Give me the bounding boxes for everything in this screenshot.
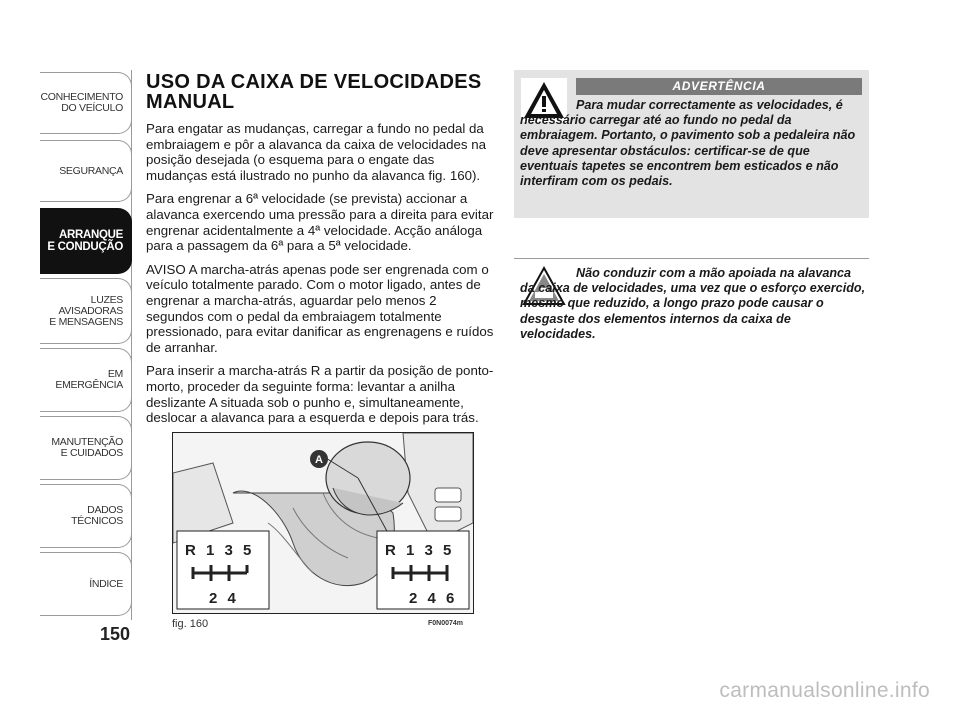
tab-seguranca[interactable] [40,140,132,202]
figure-caption: fig. 160 [172,618,209,630]
tab-label: LUZES [90,293,123,306]
watermark: carmanualsonline.info [719,679,930,702]
tab-manutencao[interactable] [40,416,132,480]
shift-pattern-right-top: R 1 3 5 [385,542,455,559]
paragraph: Para inserir a marcha-atrás R a partir da posição de ponto-morto, proceder da seguinte forma: levantar a anilha deslizante A situada sob o punho e, simultaneamente, deslocar a alavanca para a esquerda e depois para trás. [146,363,494,426]
paragraph: AVISO A marcha-atrás apenas pode ser engrenada com o veículo totalmente parado. Com o motor ligado, antes de engrenar a marcha-atrás, aguardar pelo menos 2 segundos com o pedal da embraiagem totalmente pressionado, para evitar danificar as engrenagens e ruídos de arranhar. [146,261,494,355]
shift-pattern-right-bottom: 2 4 6 [409,590,458,607]
section-body [146,121,496,434]
warning-body: Para mudar correctamente as velocidades, é necessário carregar até ao fundo no pedal da embraiagem. Portanto, o pavimento sob a pedaleira não deve apresentar obstáculos: certificar-se de que eventuais tapetes se encontrem bem esticados e não interfiram com os pedais. [520,98,856,189]
tab-label: EM EMERGÊNCIA [55,368,123,391]
tab-arranque-conducao[interactable] [40,208,132,274]
gear-lever-figure [172,432,474,614]
gear-lever-illustration [173,433,473,613]
tab-indice[interactable] [40,552,132,616]
tab-label: TÉCNICOS [71,515,123,527]
warning-header: ADVERTÊNCIA [576,78,862,95]
section-title [146,72,506,112]
tab-label: SEGURANÇA [59,164,123,177]
tab-em-emergencia[interactable] [40,348,132,412]
tab-dados-tecnicos[interactable] [40,484,132,548]
title-line: USO DA CAIXA DE VELOCIDADES [146,71,482,93]
title-line: MANUAL [146,91,235,113]
tab-label: AVISADORAS [58,304,123,317]
paragraph: Para engatar as mudanças, carregar a fundo no pedal da embraiagem e pôr a alavanca da caixa de velocidades na posição desejada (o esquema para o engate das mudanças está ilustrado no punho da alavanca fig. 160). [146,121,487,183]
tab-conhecimento[interactable] [40,72,132,134]
shift-pattern-left-top: R 1 3 5 [185,542,255,559]
tab-label: E MENSAGENS [49,315,123,328]
paragraph: Para engrenar a 6ª velocidade (se prevista) accionar a alavanca exercendo uma pressão para a direita para evitar engrenar acidentalmente a 4ª velocidade. Acção análoga para a passagem da 6ª para a 5ª velocidade. [146,191,494,254]
tab-label: ÍNDICE [89,577,123,590]
warning-text [520,98,866,189]
page-number: 150 [100,624,131,644]
note-text [520,266,866,342]
figure-label-a: A [315,454,323,466]
tab-label: E CONDUÇÃO [47,241,123,253]
tab-label: MANUTENÇÃO [51,436,123,448]
shift-pattern-left-bottom: 2 4 [209,590,239,607]
tab-label: DADOS [87,504,123,516]
tab-label: ARRANQUE [58,229,123,241]
tab-label: CONHECIMENTO [40,91,123,103]
tab-luzes-avisadoras[interactable] [40,278,132,344]
figure-code: F0N0074m [428,620,464,627]
note-divider [514,258,869,259]
tab-label: DO VEÍCULO [61,102,123,114]
tab-label: E CUIDADOS [60,447,123,459]
note-body: Não conduzir com a mão apoiada na alavanca da caixa de velocidades, uma vez que o esforço exercido, mesmo que reduzido, a longo prazo pode causar o desgaste dos elementos internos da caixa de velocidades. [520,266,866,341]
